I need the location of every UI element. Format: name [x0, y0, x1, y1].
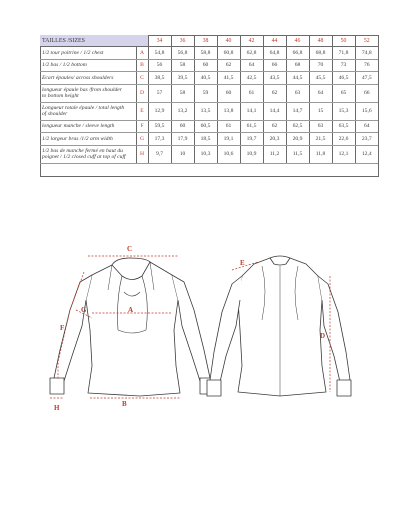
measurement-value: 11,5 — [286, 145, 309, 163]
measurement-value: 61 — [240, 84, 263, 102]
measurement-value: 11,8 — [309, 145, 332, 163]
measurement-code: F — [136, 120, 148, 133]
measurement-value: 68 — [286, 59, 309, 72]
measurement-value: 64 — [309, 84, 332, 102]
measurement-value: 22,6 — [332, 133, 355, 146]
measurement-value: 62,8 — [240, 47, 263, 60]
measurement-label: 1/2 bas de manche fermé en haut du poignet / 1/2 closed cuff at top of cuff — [40, 145, 136, 163]
marker-d: D — [320, 332, 326, 340]
measurement-value: 14,4 — [263, 102, 286, 120]
measurement-value: 71,8 — [332, 47, 355, 60]
measurement-value: 70 — [309, 59, 332, 72]
measurement-value: 56,8 — [171, 47, 194, 60]
measurement-value: 10,6 — [217, 145, 240, 163]
measurement-value: 73 — [332, 59, 355, 72]
sizes-header-label: TAILLES /SIZES — [40, 35, 148, 47]
size-header: 50 — [332, 35, 355, 47]
measurement-value: 58 — [171, 59, 194, 72]
measurement-label: 1/2 largeur bras /1/2 arm width — [40, 133, 136, 146]
measurement-value: 13,2 — [171, 102, 194, 120]
measurement-value: 47,5 — [355, 72, 378, 85]
measurement-code: D — [136, 84, 148, 102]
measurement-value: 62 — [263, 84, 286, 102]
measurement-value: 54,8 — [148, 47, 171, 60]
measurement-label: 1/2 tour poitrine / 1/2 chest — [40, 47, 136, 60]
measurement-value: 58 — [171, 84, 194, 102]
size-header: 42 — [240, 35, 263, 47]
measurement-value: 12,9 — [148, 102, 171, 120]
measurement-value: 40,5 — [194, 72, 217, 85]
size-header: 48 — [309, 35, 332, 47]
marker-c: C — [127, 245, 133, 253]
measurement-value: 60 — [194, 59, 217, 72]
measurement-value: 38,5 — [148, 72, 171, 85]
measurement-value: 65 — [332, 84, 355, 102]
size-header: 40 — [217, 35, 240, 47]
measurement-value: 64 — [355, 120, 378, 133]
measurement-value: 56 — [148, 59, 171, 72]
measurement-value: 62 — [217, 59, 240, 72]
measurement-value: 60 — [171, 120, 194, 133]
measurement-value: 10,9 — [240, 145, 263, 163]
size-header: 34 — [148, 35, 171, 47]
measurement-value: 58,8 — [194, 47, 217, 60]
measurement-value: 61,5 — [240, 120, 263, 133]
measurement-code: E — [136, 102, 148, 120]
measurement-value: 15,3 — [332, 102, 355, 120]
measurement-label: Ecart épaules/ across shoulders — [40, 72, 136, 85]
measurement-value: 60,8 — [217, 47, 240, 60]
marker-a: A — [128, 306, 134, 314]
measurement-value: 12,4 — [355, 145, 378, 163]
measurement-value: 74,8 — [355, 47, 378, 60]
measurement-value: 39,5 — [171, 72, 194, 85]
measurement-value: 60 — [217, 84, 240, 102]
measurement-value: 17,9 — [171, 133, 194, 146]
measurement-value: 10 — [171, 145, 194, 163]
measurement-value: 15 — [309, 102, 332, 120]
size-header: 38 — [194, 35, 217, 47]
measurement-label: longueur manche / sleeve length — [40, 120, 136, 133]
measurement-value: 21,5 — [309, 133, 332, 146]
marker-b: B — [122, 400, 127, 408]
measurement-code: G — [136, 133, 148, 146]
marker-e: E — [240, 259, 245, 267]
size-header: 46 — [286, 35, 309, 47]
measurement-value: 59 — [194, 84, 217, 102]
measurement-value: 17,3 — [148, 133, 171, 146]
size-header: 36 — [171, 35, 194, 47]
measurement-value: 62 — [263, 120, 286, 133]
measurement-label: Longueur totale épaule / total length of shoulder — [40, 102, 136, 120]
measurement-value: 43,5 — [263, 72, 286, 85]
measurement-value: 18,5 — [194, 133, 217, 146]
measurement-value: 10,3 — [194, 145, 217, 163]
size-header: 44 — [263, 35, 286, 47]
measurement-value: 9,7 — [148, 145, 171, 163]
measurement-value: 12,1 — [332, 145, 355, 163]
measurement-value: 20,9 — [286, 133, 309, 146]
marker-f: F — [60, 324, 65, 332]
measurement-value: 15,6 — [355, 102, 378, 120]
measurement-value: 44,5 — [286, 72, 309, 85]
marker-g: G — [81, 306, 87, 314]
measurement-value: 68,8 — [309, 47, 332, 60]
measurement-value: 66 — [355, 84, 378, 102]
measurement-value: 59,5 — [148, 120, 171, 133]
measurement-value: 76 — [355, 59, 378, 72]
measurement-value: 46,5 — [332, 72, 355, 85]
measurement-code: A — [136, 47, 148, 60]
measurement-value: 64,8 — [263, 47, 286, 60]
measurement-code: H — [136, 145, 148, 163]
measurement-code: B — [136, 59, 148, 72]
measurement-value: 14,1 — [240, 102, 263, 120]
front-view-drawing — [50, 258, 214, 396]
measurement-value: 41,5 — [217, 72, 240, 85]
measurement-value: 20,3 — [263, 133, 286, 146]
measurement-value: 13,8 — [217, 102, 240, 120]
measurement-code: C — [136, 72, 148, 85]
measurement-label: longueur épaule bas /from shoulder to bottom height — [40, 84, 136, 102]
measurement-value: 60,5 — [194, 120, 217, 133]
measurement-value: 45,5 — [309, 72, 332, 85]
measurement-value: 19,7 — [240, 133, 263, 146]
measurement-value: 62,5 — [286, 120, 309, 133]
measurement-value: 13,5 — [194, 102, 217, 120]
measurement-value: 63 — [309, 120, 332, 133]
measurement-value: 23,7 — [355, 133, 378, 146]
measurement-value: 61 — [217, 120, 240, 133]
measurement-label: 1/2 bas / 1/2 bottom — [40, 59, 136, 72]
measurement-value: 42,5 — [240, 72, 263, 85]
measurement-value: 63,5 — [332, 120, 355, 133]
measurement-value: 57 — [148, 84, 171, 102]
measurement-value: 11,2 — [263, 145, 286, 163]
measurement-value: 66,8 — [286, 47, 309, 60]
measurement-value: 64 — [240, 59, 263, 72]
back-view-drawing — [207, 256, 351, 396]
marker-h: H — [54, 404, 60, 412]
measurement-value: 63 — [286, 84, 309, 102]
size-header: 52 — [355, 35, 378, 47]
measurement-value: 14,7 — [286, 102, 309, 120]
measurement-value: 66 — [263, 59, 286, 72]
measurement-value: 19,1 — [217, 133, 240, 146]
